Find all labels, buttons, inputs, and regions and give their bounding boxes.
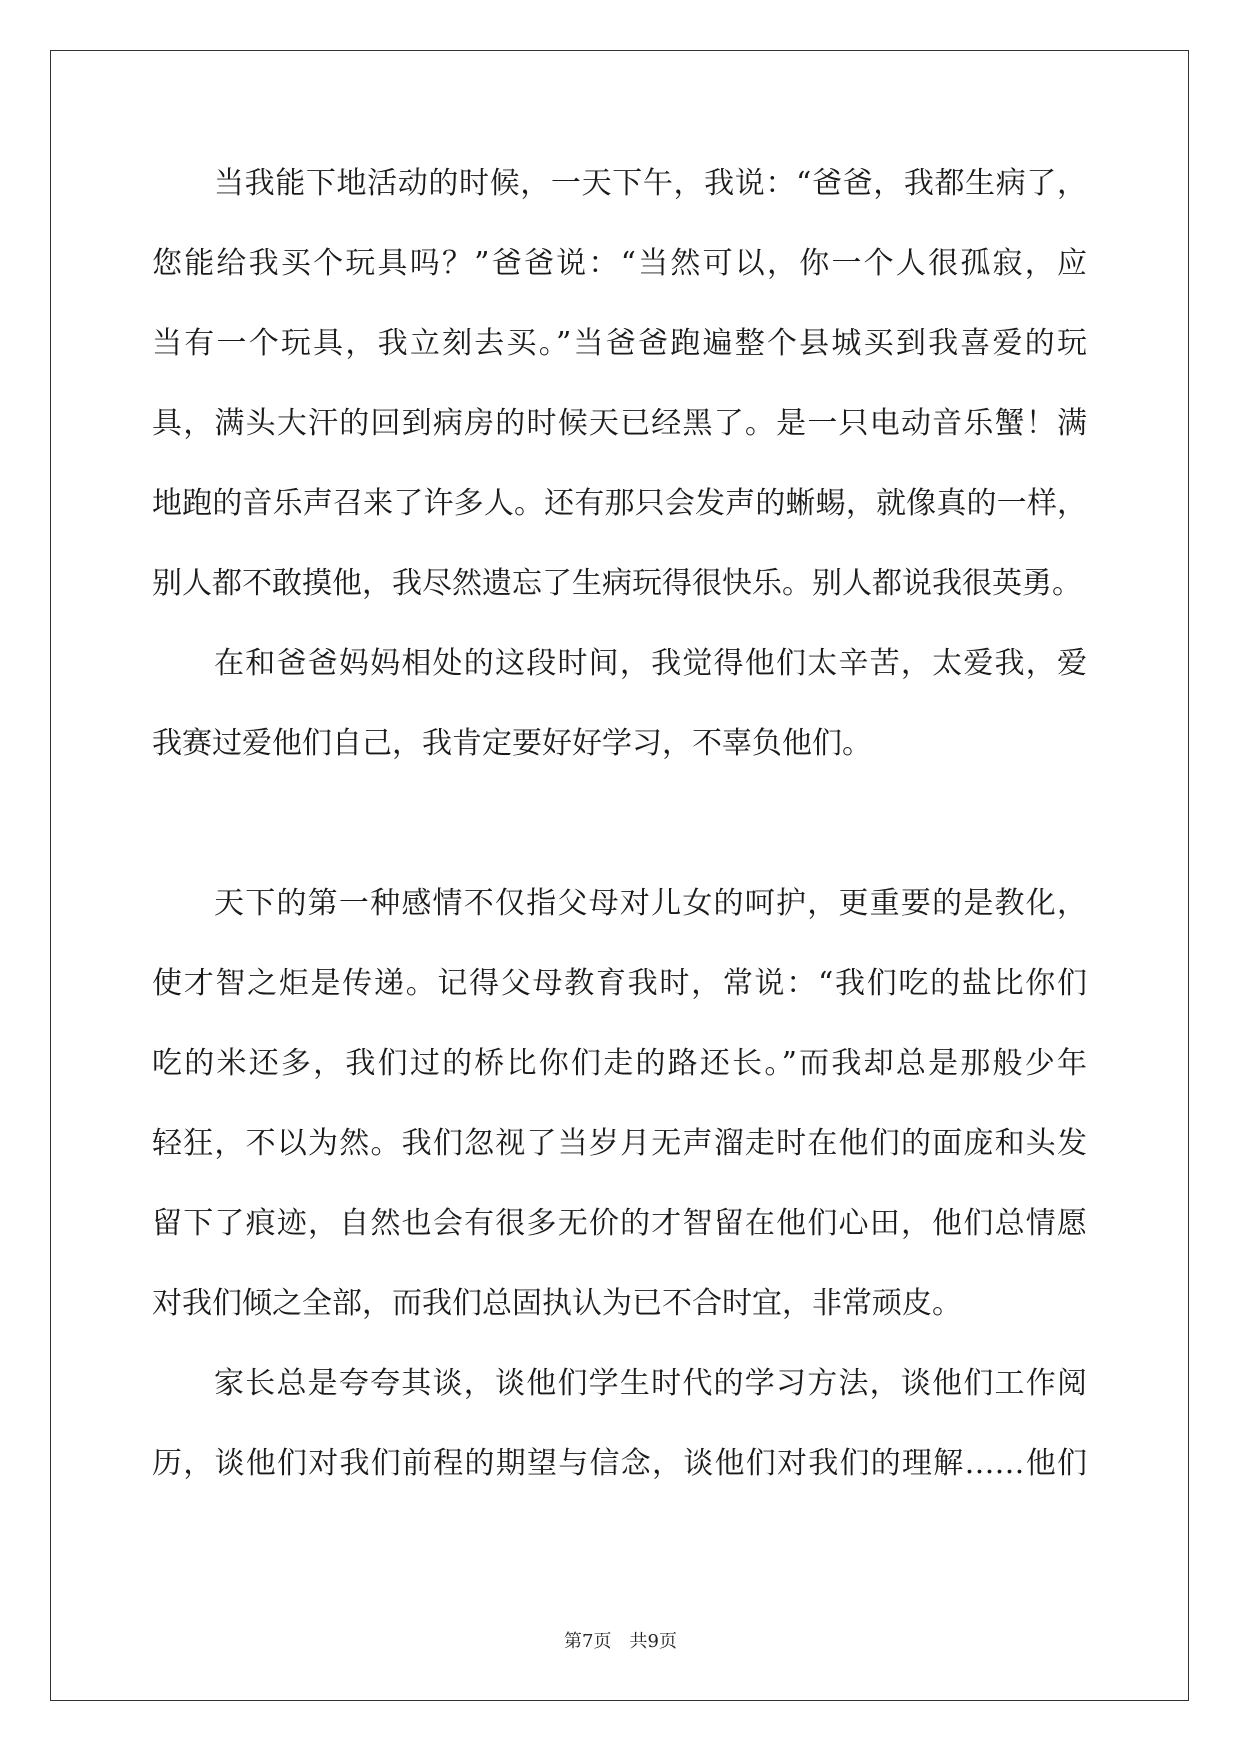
text-line: 地跑的音乐声召来了许多人。还有那只会发声的蜥蜴，就像真的一样，: [152, 486, 1087, 521]
document-body: [152, 160, 1087, 1520]
text-line: 具，满头大汗的回到病房的时候天已经黑了。是一只电动音乐蟹！满: [152, 406, 1087, 441]
text-line: 对我们倾之全部，而我们总固执认为已不合时宜，非常顽皮。: [152, 1286, 962, 1321]
text-line: 留下了痕迹，自然也会有很多无价的才智留在他们心田，他们总情愿: [152, 1206, 1087, 1241]
text-line: 使才智之炬是传递。记得父母教育我时，常说：“我们吃的盐比你们: [152, 966, 1087, 1001]
text-line: 在和爸爸妈妈相处的这段时间，我觉得他们太辛苦，太爱我，爱: [214, 646, 1087, 681]
text-line: 家长总是夸夸其谈，谈他们学生时代的学习方法，谈他们工作阅: [214, 1366, 1087, 1401]
text-line: 别人都不敢摸他，我尽然遗忘了生病玩得很快乐。别人都说我很英勇。: [152, 566, 1082, 601]
text-line: 当有一个玩具，我立刻去买。”当爸爸跑遍整个县城买到我喜爱的玩: [152, 326, 1087, 361]
text-line: 天下的第一种感情不仅指父母对儿女的呵护，更重要的是教化，: [214, 886, 1087, 921]
text-line: 我赛过爱他们自己，我肯定要好好学习，不辜负他们。: [152, 726, 872, 761]
text-line: 当我能下地活动的时候，一天下午，我说：“爸爸，我都生病了，: [214, 166, 1087, 201]
text-line: 轻狂，不以为然。我们忽视了当岁月无声溜走时在他们的面庞和头发: [152, 1126, 1087, 1161]
paragraph-gap: [152, 800, 1087, 880]
text-line: 吃的米还多，我们过的桥比你们走的路还长。”而我却总是那般少年: [152, 1046, 1087, 1081]
page-number: 第7页 共9页: [564, 1631, 677, 1652]
text-line: 您能给我买个玩具吗？”爸爸说：“当然可以，你一个人很孤寂，应: [152, 246, 1087, 281]
text-line: 历，谈他们对我们前程的期望与信念，谈他们对我们的理解……他们: [152, 1446, 1087, 1481]
